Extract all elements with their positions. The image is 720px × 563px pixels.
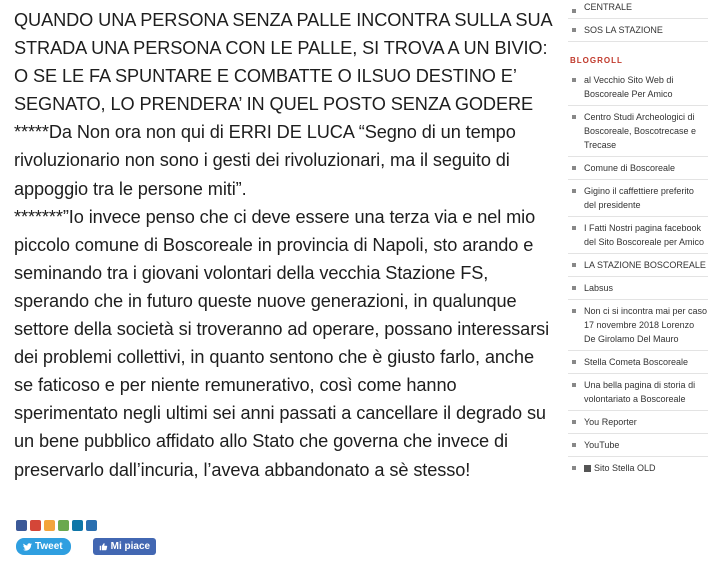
blogroll-link[interactable]: Labsus [568,277,708,300]
blogroll-link[interactable]: Una bella pagina di storia di volontariato a Boscoreale [568,374,708,411]
delicious-icon[interactable] [86,520,97,531]
article-body [14,6,554,484]
blogroll-heading: BLOGROLL [570,56,623,65]
sidebar-link-centrale[interactable]: CENTRALE [568,0,708,19]
blogroll-link[interactable]: Gigino il caffettiere preferito del presidente [568,180,708,217]
blogroll-link[interactable]: YouTube [568,434,708,457]
square-icon [584,465,591,472]
article-paragraph: QUANDO UNA PERSONA SENZA PALLE INCONTRA SULLA SUA STRADA UNA PERSONA CON LE PALLE, SI TROVA A UN BIVIO: O SE LE FA SPUNTARE E COMBATTE O ILSUO DESTINO E’ SEGNATO, LO PRENDERA’ IN QUEL POSTO SENZA GODERE [14,10,552,115]
blogroll-link[interactable]: LA STAZIONE BOSCOREALE [568,254,708,277]
article-paragraph: *******”Io invece penso che ci deve essere una terza via e nel mio piccolo comune di Boscoreale in provincia di Napoli, sto arando e seminando tra i giovani volontari della vecchia Stazione FS, sperando che in futuro queste nuove generazioni, in qualunque settore della società si troveranno ad operare, possano interessarsi dei problemi collettivi, in quanto sentono che è giusto farlo, anche se faticoso e per niente remunerativo, così come hanno sperimentato negli ultimi sei anni passati a cancellare il degrado su un bene pubblico affidato allo Stato che governa che invece di preservarlo dall’incuria, l’aveva abbandonato a sè stesso! [14,206,550,480]
blogroll-link[interactable]: I Fatti Nostri pagina facebook del Sito Boscoreale per Amico [568,217,708,254]
like-label: Mi piace [110,541,151,552]
gmail-icon[interactable] [30,520,41,531]
blogroll-link[interactable]: Comune di Boscoreale [568,157,708,180]
blogroll-link[interactable]: Centro Studi Archeologici di Boscoreale, Boscotrecase e Trecase [568,106,708,157]
facebook-icon[interactable] [16,520,27,531]
sidebar [568,0,708,479]
blogroll-link-sito-stella[interactable] [568,457,708,479]
blogger-icon[interactable] [44,520,55,531]
like-button[interactable] [93,538,156,555]
article-paragraph: *****Da Non ora non qui di ERRI DE LUCA “Segno di un tempo rivoluzionario non sono i gesti dei rivoluzionari, ma il seguito di appoggio tra le persone miti”. [14,122,516,199]
twitter-bird-icon [23,543,32,551]
blogroll-link-label: Sito Stella OLD [594,463,656,473]
tweet-button[interactable] [16,538,71,555]
google-icon[interactable] [58,520,69,531]
linkedin-icon[interactable] [72,520,83,531]
share-icons-bar [16,520,97,531]
blogroll-link[interactable]: You Reporter [568,411,708,434]
thumbs-up-icon [99,542,108,551]
sidebar-link-sos-stazione[interactable]: SOS LA STAZIONE [568,19,708,42]
blogroll-link[interactable]: Stella Cometa Boscoreale [568,351,708,374]
blogroll-link[interactable]: al Vecchio Sito Web di Boscoreale Per Amico [568,69,708,106]
social-buttons [16,538,156,555]
tweet-label: Tweet [35,541,63,552]
blogroll-link[interactable]: Non ci si incontra mai per caso 17 novembre 2018 Lorenzo De Girolamo Del Mauro [568,300,708,351]
